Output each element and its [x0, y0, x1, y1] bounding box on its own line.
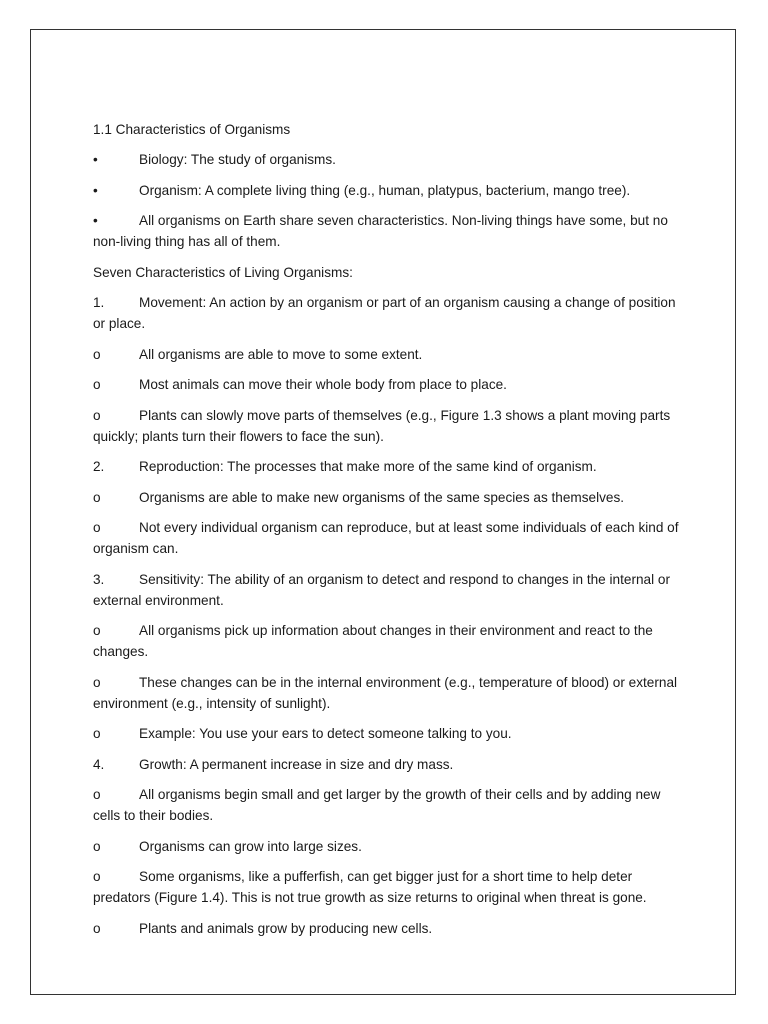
number-marker: 3.	[93, 571, 105, 587]
sub-bullet-marker: o	[93, 920, 101, 936]
sub-bullet-marker: o	[93, 520, 101, 535]
sub-bullet-paragraph	[93, 344, 679, 365]
bullet-marker: •	[93, 182, 98, 198]
paragraph-text: Seven Characteristics of Living Organisms:	[93, 264, 353, 280]
sub-bullet-marker: o	[93, 869, 101, 884]
sub-bullet-paragraph	[93, 836, 679, 857]
sub-bullet-marker: o	[93, 489, 101, 505]
sub-bullet-paragraph	[93, 405, 679, 447]
document-page	[30, 29, 736, 995]
sub-bullet-marker: o	[93, 838, 101, 854]
sub-bullet-paragraph	[93, 784, 679, 826]
sub-bullet-marker: o	[93, 674, 101, 690]
number-marker: 1.	[93, 295, 105, 310]
paragraph-text: Some organisms, like a pufferfish, can get bigger just for a short time to help deter predators (Figure 1.4). This is not true growth as size returns to original when threat is gone.	[93, 869, 647, 905]
paragraph-text: All organisms pick up information about changes in their environment and react to the changes.	[93, 623, 653, 659]
number-marker: 2.	[93, 459, 105, 474]
paragraph-text: Reproduction: The processes that make more of the same kind of organism.	[139, 459, 597, 474]
sub-bullet-paragraph	[93, 620, 679, 662]
sub-bullet-marker: o	[93, 346, 101, 362]
paragraph-text: Movement: An action by an organism or part of an organism causing a change of position or place.	[93, 295, 676, 331]
paragraph-text: All organisms begin small and get larger by the growth of their cells and by adding new cells to their bodies.	[93, 787, 661, 823]
paragraph-text: Not every individual organism can reproduce, but at least some individuals of each kind of organism can.	[93, 520, 679, 556]
sub-bullet-marker: o	[93, 623, 101, 638]
sub-bullet-paragraph	[93, 487, 679, 508]
sub-bullet-paragraph	[93, 517, 679, 559]
numbered-paragraph	[93, 292, 679, 334]
sub-bullet-marker: o	[93, 407, 101, 423]
numbered-paragraph	[93, 569, 679, 611]
bullet-paragraph	[93, 149, 679, 170]
sub-bullet-paragraph	[93, 866, 679, 908]
paragraph-text: All organisms are able to move to some extent.	[139, 346, 423, 362]
paragraph-text: Sensitivity: The ability of an organism to detect and respond to changes in the internal or external environment.	[93, 571, 670, 608]
bullet-marker: •	[93, 152, 98, 167]
sub-bullet-paragraph	[93, 918, 679, 939]
sub-bullet-paragraph	[93, 672, 679, 714]
sub-bullet-marker: o	[93, 726, 101, 741]
bullet-paragraph	[93, 210, 679, 252]
paragraph-text: Example: You use your ears to detect someone talking to you.	[139, 726, 512, 741]
paragraph-text: Most animals can move their whole body from place to place.	[139, 377, 507, 392]
paragraph-text: Plants can slowly move parts of themselves (e.g., Figure 1.3 shows a plant moving parts quickly; plants turn their flowers to face the sun).	[93, 407, 671, 444]
number-marker: 4.	[93, 756, 105, 772]
paragraph-text: Organism: A complete living thing (e.g., human, platypus, bacterium, mango tree).	[139, 182, 631, 198]
bullet-paragraph	[93, 180, 679, 201]
paragraph-text: All organisms on Earth share seven characteristics. Non-living things have some, but no non-living thing has all of them.	[93, 213, 668, 249]
subheading-paragraph	[93, 262, 679, 283]
numbered-paragraph	[93, 754, 679, 775]
section-heading: 1.1 Characteristics of Organisms	[93, 122, 291, 137]
sub-bullet-paragraph	[93, 723, 679, 744]
paragraph-text: Organisms are able to make new organisms of the same species as themselves.	[139, 489, 625, 505]
document-body	[93, 119, 679, 948]
paragraph-text: Plants and animals grow by producing new cells.	[139, 920, 433, 936]
sub-bullet-paragraph	[93, 374, 679, 395]
sub-bullet-marker: o	[93, 787, 101, 802]
paragraph-text: Biology: The study of organisms.	[139, 152, 336, 167]
paragraph-text: Organisms can grow into large sizes.	[139, 838, 362, 854]
sub-bullet-marker: o	[93, 377, 101, 392]
bullet-marker: •	[93, 213, 98, 228]
numbered-paragraph	[93, 456, 679, 477]
paragraph-text: These changes can be in the internal environment (e.g., temperature of blood) or external environment (e.g., intensity of sunlight).	[93, 674, 678, 711]
paragraph-text: Growth: A permanent increase in size and dry mass.	[139, 756, 454, 772]
